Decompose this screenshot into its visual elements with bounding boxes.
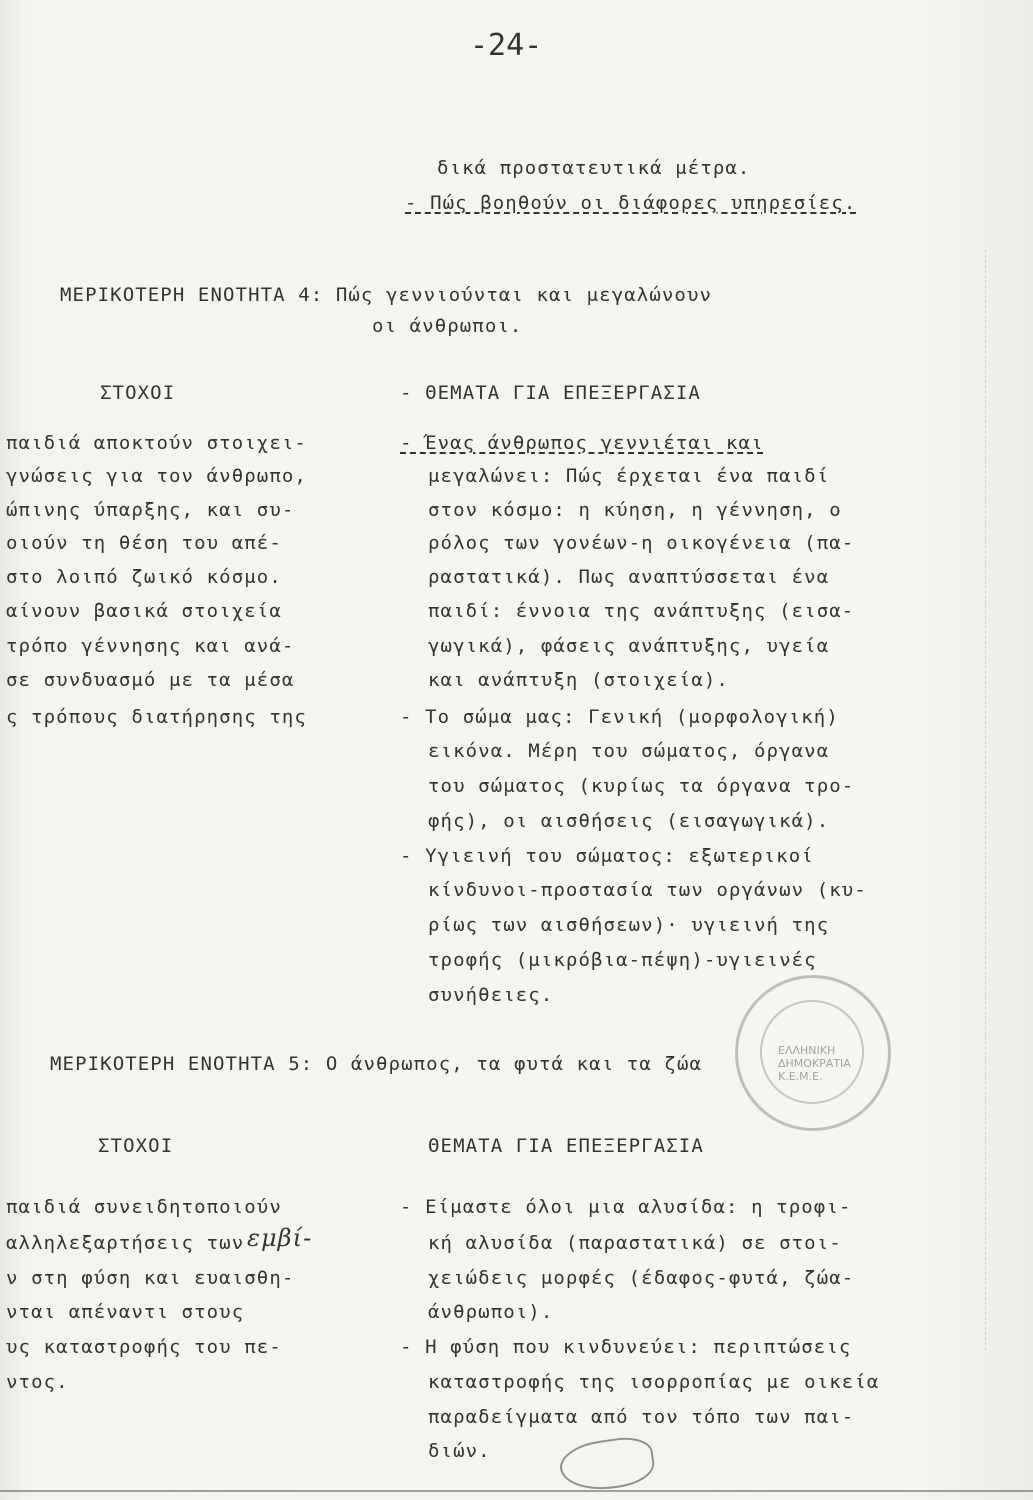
s4-right-line: τροφής (μικρόβια-πέψη)-υγιεινές xyxy=(428,949,817,971)
signature-mark xyxy=(557,1434,657,1496)
section4-left-title: ΣΤΟΧΟΙ xyxy=(100,382,176,404)
s5-right-line: χειώδεις μορφές (έδαφος-φυτά, ζώα- xyxy=(428,1267,855,1289)
s5-right-line: - Είμαστε όλοι μια αλυσίδα: η τροφι- xyxy=(400,1196,852,1218)
section4-heading: ΜΕΡΙΚΟΤΕΡΗ ΕΝΟΤΗΤΑ 4: Πώς γεννιούνται και μεγαλώνουν xyxy=(60,284,713,306)
s4-right-line: γωγικά), φάσεις ανάπτυξης, υγεία xyxy=(428,635,830,657)
s4-right-line: ρόλος των γονέων-η οικογένεια (πα- xyxy=(428,532,855,554)
s5-left-line: αλληλεξαρτήσεις των xyxy=(6,1232,245,1254)
page-number: -24- xyxy=(470,28,543,63)
section4-heading-cont: οι άνθρωποι. xyxy=(372,315,523,337)
s4-left-line: αίνουν βασικά στοιχεία xyxy=(6,600,282,622)
s4-right-line: στον κόσμο: η κύηση, η γέννηση, ο xyxy=(428,499,842,521)
official-stamp xyxy=(735,975,891,1131)
page-edge-line xyxy=(985,250,987,1350)
page-bottom-edge xyxy=(0,1490,1033,1492)
s4-left-line: ώπινης ύπαρξης, και συ- xyxy=(6,499,295,521)
section4-right-title: - ΘΕΜΑΤΑ ΓΙΑ ΕΠΕΞΕΡΓΑΣΙΑ xyxy=(400,382,701,404)
s4-right-line: κίνδυνοι-προστασία των οργάνων (κυ- xyxy=(428,879,867,901)
s5-right-line: κή αλυσίδα (παραστατικά) σε στοι- xyxy=(428,1232,842,1254)
s5-right-line: - Η φύση που κινδυνεύει: περιπτώσεις xyxy=(400,1336,852,1358)
s5-left-line: νται απέναντι στους xyxy=(6,1301,245,1323)
s4-right-line: παιδί: έννοια της ανάπτυξης (εισα- xyxy=(428,600,855,622)
s4-left-line: τρόπο γέννησης και ανά- xyxy=(6,635,295,657)
s4-right-line: ρίως των αισθήσεων)· υγιεινή της xyxy=(428,914,830,936)
s4-right-line: μεγαλώνει: Πώς έρχεται ένα παιδί xyxy=(428,465,830,487)
top-line-1: δικά προστατευτικά μέτρα. xyxy=(437,157,751,179)
handwritten-note: εμβί- xyxy=(247,1224,313,1252)
stamp-text: ΕΛΛΗΝΙΚΗ ΔΗΜΟΚΡΑΤΙΑ Κ.Ε.Μ.Ε. xyxy=(778,1044,851,1083)
s5-left-line: υς καταστροφής του πε- xyxy=(6,1336,282,1358)
s4-left-line: γνώσεις για τον άνθρωπο, xyxy=(6,465,307,487)
s4-right-line: του σώματος (κυρίως τα όργανα τρο- xyxy=(428,775,855,797)
section5-heading: ΜΕΡΙΚΟΤΕΡΗ ΕΝΟΤΗΤΑ 5: Ο άνθρωπος, τα φυτά και τα ζώα xyxy=(50,1053,703,1075)
s5-right-line: διών. xyxy=(428,1440,491,1462)
section5-left-title: ΣΤΟΧΟΙ xyxy=(98,1135,174,1157)
s5-left-line: ντος. xyxy=(6,1371,69,1393)
s4-right-line: ραστατικά). Πως αναπτύσσεται ένα xyxy=(428,566,830,588)
s5-right-line: καταστροφής της ισορροπίας με οικεία xyxy=(428,1371,880,1393)
s4-right-line: φής), οι αισθήσεις (εισαγωγικά). xyxy=(428,810,830,832)
s5-right-line: άνθρωποι). xyxy=(428,1301,554,1323)
s4-right-line: - Υγιεινή του σώματος: εξωτερικοί xyxy=(400,845,814,867)
s4-left-line: παιδιά αποκτούν στοιχει- xyxy=(6,432,307,454)
s4-right-line: συνήθειες. xyxy=(428,984,554,1006)
section5-right-title: ΘΕΜΑΤΑ ΓΙΑ ΕΠΕΞΕΡΓΑΣΙΑ xyxy=(428,1135,704,1157)
s4-right-line: - Το σώμα μας: Γενική (μορφολογική) xyxy=(400,706,839,728)
top-line-2: - Πώς βοηθούν οι διάφορες υπηρεσίες. xyxy=(405,192,857,214)
s5-left-line: παιδιά συνειδητοποιούν xyxy=(6,1196,282,1218)
s5-right-line: παραδείγματα από τον τόπο των παι- xyxy=(428,1406,855,1428)
s4-left-line: ς τρόπους διατήρησης της xyxy=(6,706,307,728)
s4-left-line: σε συνδυασμό με τα μέσα xyxy=(6,669,295,691)
s4-right-line: εικόνα. Μέρη του σώματος, όργανα xyxy=(428,740,830,762)
s4-left-line: οιούν τη θέση του απέ- xyxy=(6,532,282,554)
s5-left-line: ν στη φύση και ευαισθη- xyxy=(6,1267,295,1289)
s4-right-line: και ανάπτυξη (στοιχεία). xyxy=(428,669,729,691)
s4-right-line: - Ένας άνθρωπος γεννιέται και xyxy=(400,432,764,454)
s4-left-line: στο λοιπό ζωικό κόσμο. xyxy=(6,566,282,588)
